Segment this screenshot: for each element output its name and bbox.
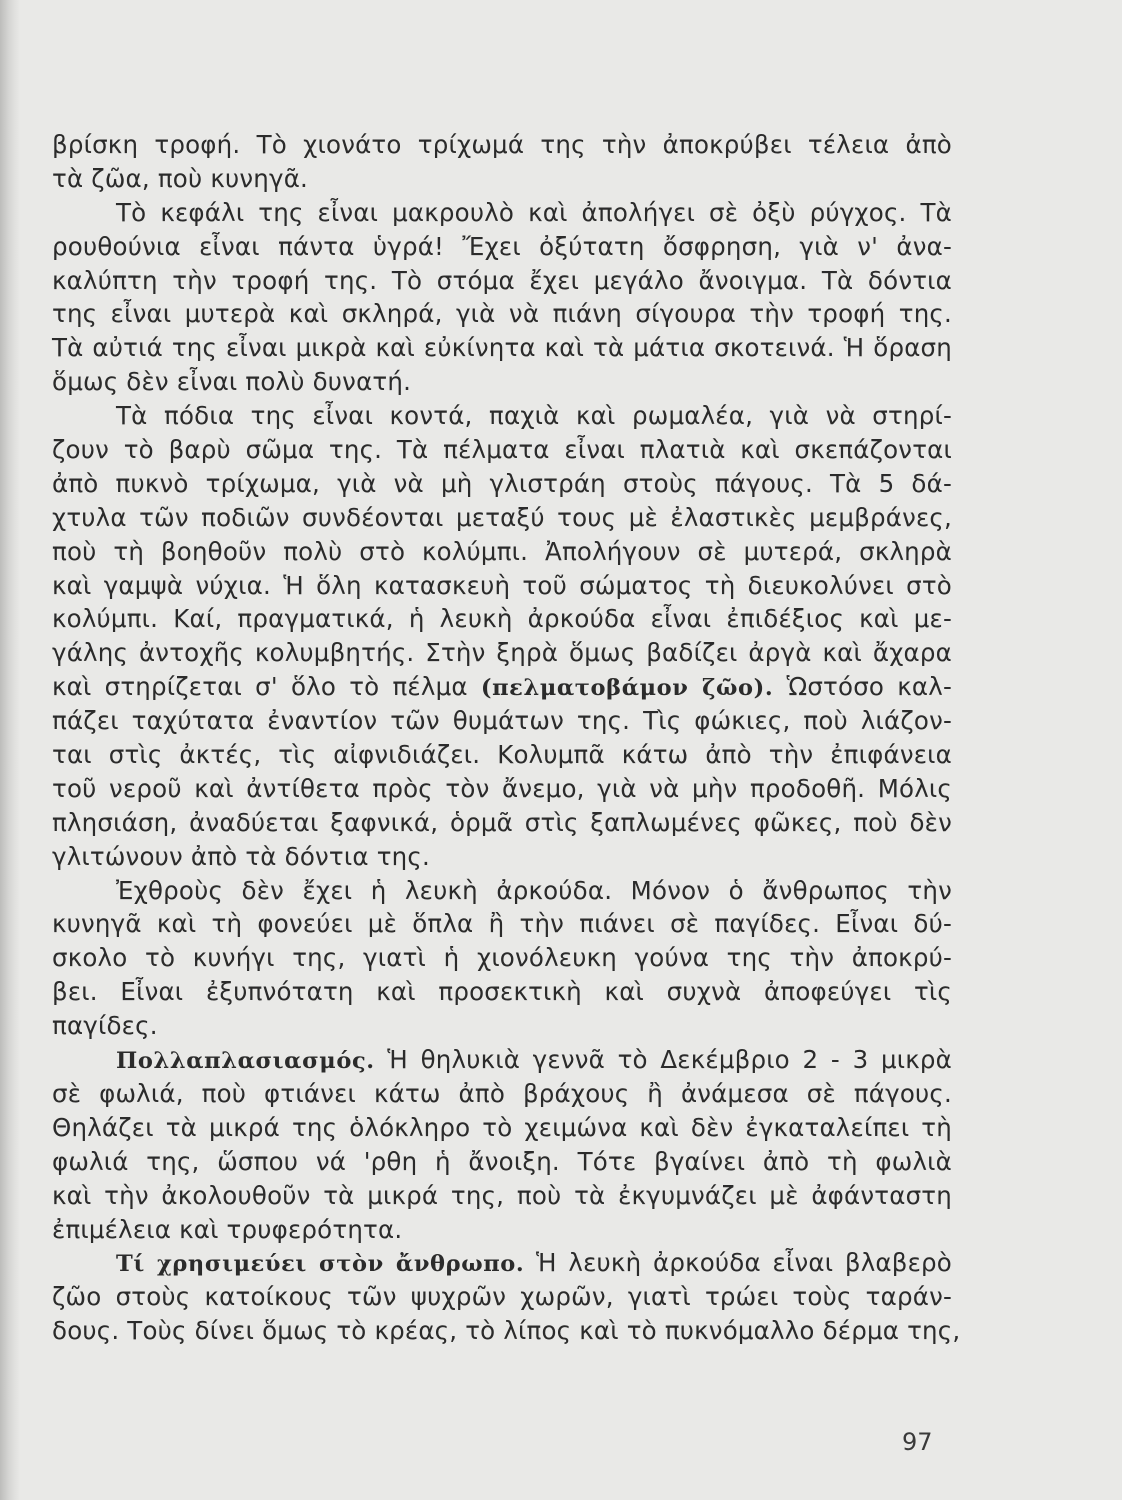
text-line: Τὸ κεφάλι της εἶναι μακρουλὸ καὶ ἀπολήγει σὲ ὀξὺ ρύγχος. Τὰ: [116, 197, 952, 227]
text-line: ζουν τὸ βαρὺ σῶμα της. Τὰ πέλματα εἶναι πλατιὰ καὶ σκεπάζονται: [52, 435, 952, 465]
text-line: ποὺ τὴ βοηθοῦν πολὺ στὸ κολύμπι. Ἀπολήγουν σὲ μυτερά, σκληρὰ: [52, 536, 952, 566]
text-line: της εἶναι μυτερὰ καὶ σκληρά, γιὰ νὰ πιάνη σίγουρα τὴν τροφή της.: [52, 299, 952, 329]
text-line: Ἐχθροὺς δὲν ἔχει ἡ λευκὴ ἀρκούδα. Μόνον ὁ ἄνθρωπος τὴν: [116, 875, 952, 905]
text-line: φωλιά της, ὥσπου νά 'ρθη ἡ ἄνοιξη. Τότε βγαίνει ἀπὸ τὴ φωλιὰ: [52, 1146, 952, 1176]
text-line: πάζει ταχύτατα ἐναντίον τῶν θυμάτων της. Τὶς φώκιες, ποὺ λιάζον-: [52, 706, 952, 736]
text-line: χτυλα τῶν ποδιῶν συνδέονται μεταξύ τους μὲ ἐλαστικὲς μεμβράνες,: [52, 502, 952, 532]
text-line: σκολο τὸ κυνήγι της, γιατὶ ἡ χιονόλευκη γούνα της τὴν ἀποκρύ-: [52, 943, 952, 973]
text-line: ἀπὸ πυκνὸ τρίχωμα, γιὰ νὰ μὴ γλιστράη στοὺς πάγους. Τὰ 5 δά-: [52, 468, 952, 498]
text-line: κολύμπι. Καί, πραγματικά, ἡ λευκὴ ἀρκούδα εἶναι ἐπιδέξιος καὶ με-: [52, 604, 952, 634]
text-line: σὲ φωλιά, ποὺ φτιάνει κάτω ἀπὸ βράχους ἢ ἀνάμεσα σὲ πάγους.: [52, 1078, 952, 1108]
paragraph-head: [52, 196, 952, 399]
paragraph-enemies: [52, 874, 952, 1043]
text-line: καὶ τὴν ἀκολουθοῦν τὰ μικρά της, ποὺ τὰ ἐκγυμνάζει μὲ ἀφάνταστη: [52, 1180, 952, 1210]
text-line: παγίδες.: [52, 1011, 158, 1041]
text-line: ὅμως δὲν εἶναι πολὺ δυνατή.: [52, 367, 412, 397]
text-line: Θηλάζει τὰ μικρά της ὁλόκληρο τὸ χειμώνα καὶ δὲν ἐγκαταλείπει τὴ: [52, 1112, 952, 1142]
section-heading: Τί χρησιμεύει στὸν ἄνθρωπο.: [116, 1251, 525, 1278]
text-line: τοῦ νεροῦ καὶ ἀντίθετα πρὸς τὸν ἄνεμο, γιὰ νὰ μὴν προδοθῆ. Μόλις: [52, 773, 952, 803]
paragraph-food-fur: [52, 128, 952, 196]
text-line: γάλης ἀντοχῆς κολυμβητής. Στὴν ξηρὰ ὅμως βαδίζει ἀργὰ καὶ ἄχαρα: [52, 638, 952, 668]
text-line: βει. Εἶναι ἐξυπνότατη καὶ προσεκτικὴ καὶ συχνὰ ἀποφεύγει τὶς: [52, 977, 952, 1007]
text-line: καλύπτη τὴν τροφή της. Τὸ στόμα ἔχει μεγάλο ἄνοιγμα. Τὰ δόντια: [52, 265, 952, 295]
text-line: Τὰ αὐτιά της εἶναι μικρὰ καὶ εὐκίνητα καὶ τὰ μάτια σκοτεινά. Ἡ ὅραση: [52, 333, 952, 363]
book-spine-shadow: [0, 0, 20, 1500]
text-line: τὰ ζῶα, ποὺ κυνηγᾶ.: [52, 163, 309, 193]
text-line: πλησιάση, ἀναδύεται ξαφνικά, ὁρμᾶ στὶς ξαπλωμένες φῶκες, ποὺ δὲν: [52, 807, 952, 837]
bold-term: (πελματοβάμον ζῶο).: [480, 675, 774, 702]
page-number: 97: [902, 1428, 933, 1456]
text-line: Τὰ πόδια της εἶναι κοντά, παχιὰ καὶ ρωμαλέα, γιὰ νὰ στηρί-: [116, 401, 952, 431]
text-line-with-term: [52, 670, 952, 704]
text-line: ζῶο στοὺς κατοίκους τῶν ψυχρῶν χωρῶν, γιατὶ τρώει τοὺς ταράν-: [52, 1282, 952, 1312]
text-segment: Ὡστόσο καλ-: [773, 672, 952, 702]
text-segment: καὶ στηρίζεται σ' ὅλο τὸ πέλμα: [52, 672, 481, 702]
paragraph-reproduction: [52, 1043, 952, 1246]
text-segment: Ἡ θηλυκιὰ γεννᾶ τὸ Δεκέμβριο 2 - 3 μικρὰ: [374, 1045, 952, 1075]
text-line: ρουθούνια εἶναι πάντα ὑγρά! Ἔχει ὀξύτατη ὄσφρηση, γιὰ ν' ἀνα-: [52, 231, 952, 261]
text-segment: Ἡ λευκὴ ἀρκούδα εἶναι βλαβερὸ: [524, 1248, 952, 1278]
paragraph-usefulness: [52, 1246, 961, 1348]
page-text: [52, 128, 961, 1348]
text-line: καὶ γαμψὰ νύχια. Ἡ ὅλη κατασκευὴ τοῦ σώματος τὴ διευκολύνει στὸ: [52, 570, 952, 600]
paragraph-legs: [52, 399, 952, 873]
text-line: ἐπιμέλεια καὶ τρυφερότητα.: [52, 1214, 403, 1244]
text-line: ται στὶς ἀκτές, τὶς αἰφνιδιάζει. Κολυμπᾶ κάτω ἀπὸ τὴν ἐπιφάνεια: [52, 740, 952, 770]
text-line-with-heading: [52, 1246, 952, 1280]
text-line: κυνηγᾶ καὶ τὴ φονεύει μὲ ὅπλα ἢ τὴν πιάνει σὲ παγίδες. Εἶναι δύ-: [52, 909, 952, 939]
text-line: δους. Τοὺς δίνει ὅμως τὸ κρέας, τὸ λίπος καὶ τὸ πυκνόμαλλο δέρμα της,: [52, 1316, 961, 1346]
text-line: γλιτώνουν ἀπὸ τὰ δόντια της.: [52, 841, 430, 871]
text-line: βρίσκη τροφή. Τὸ χιονάτο τρίχωμά της τὴν ἀποκρύβει τέλεια ἀπὸ: [52, 130, 952, 159]
section-heading: Πολλαπλασιασμός.: [116, 1048, 375, 1075]
text-line-with-heading: [52, 1043, 952, 1077]
